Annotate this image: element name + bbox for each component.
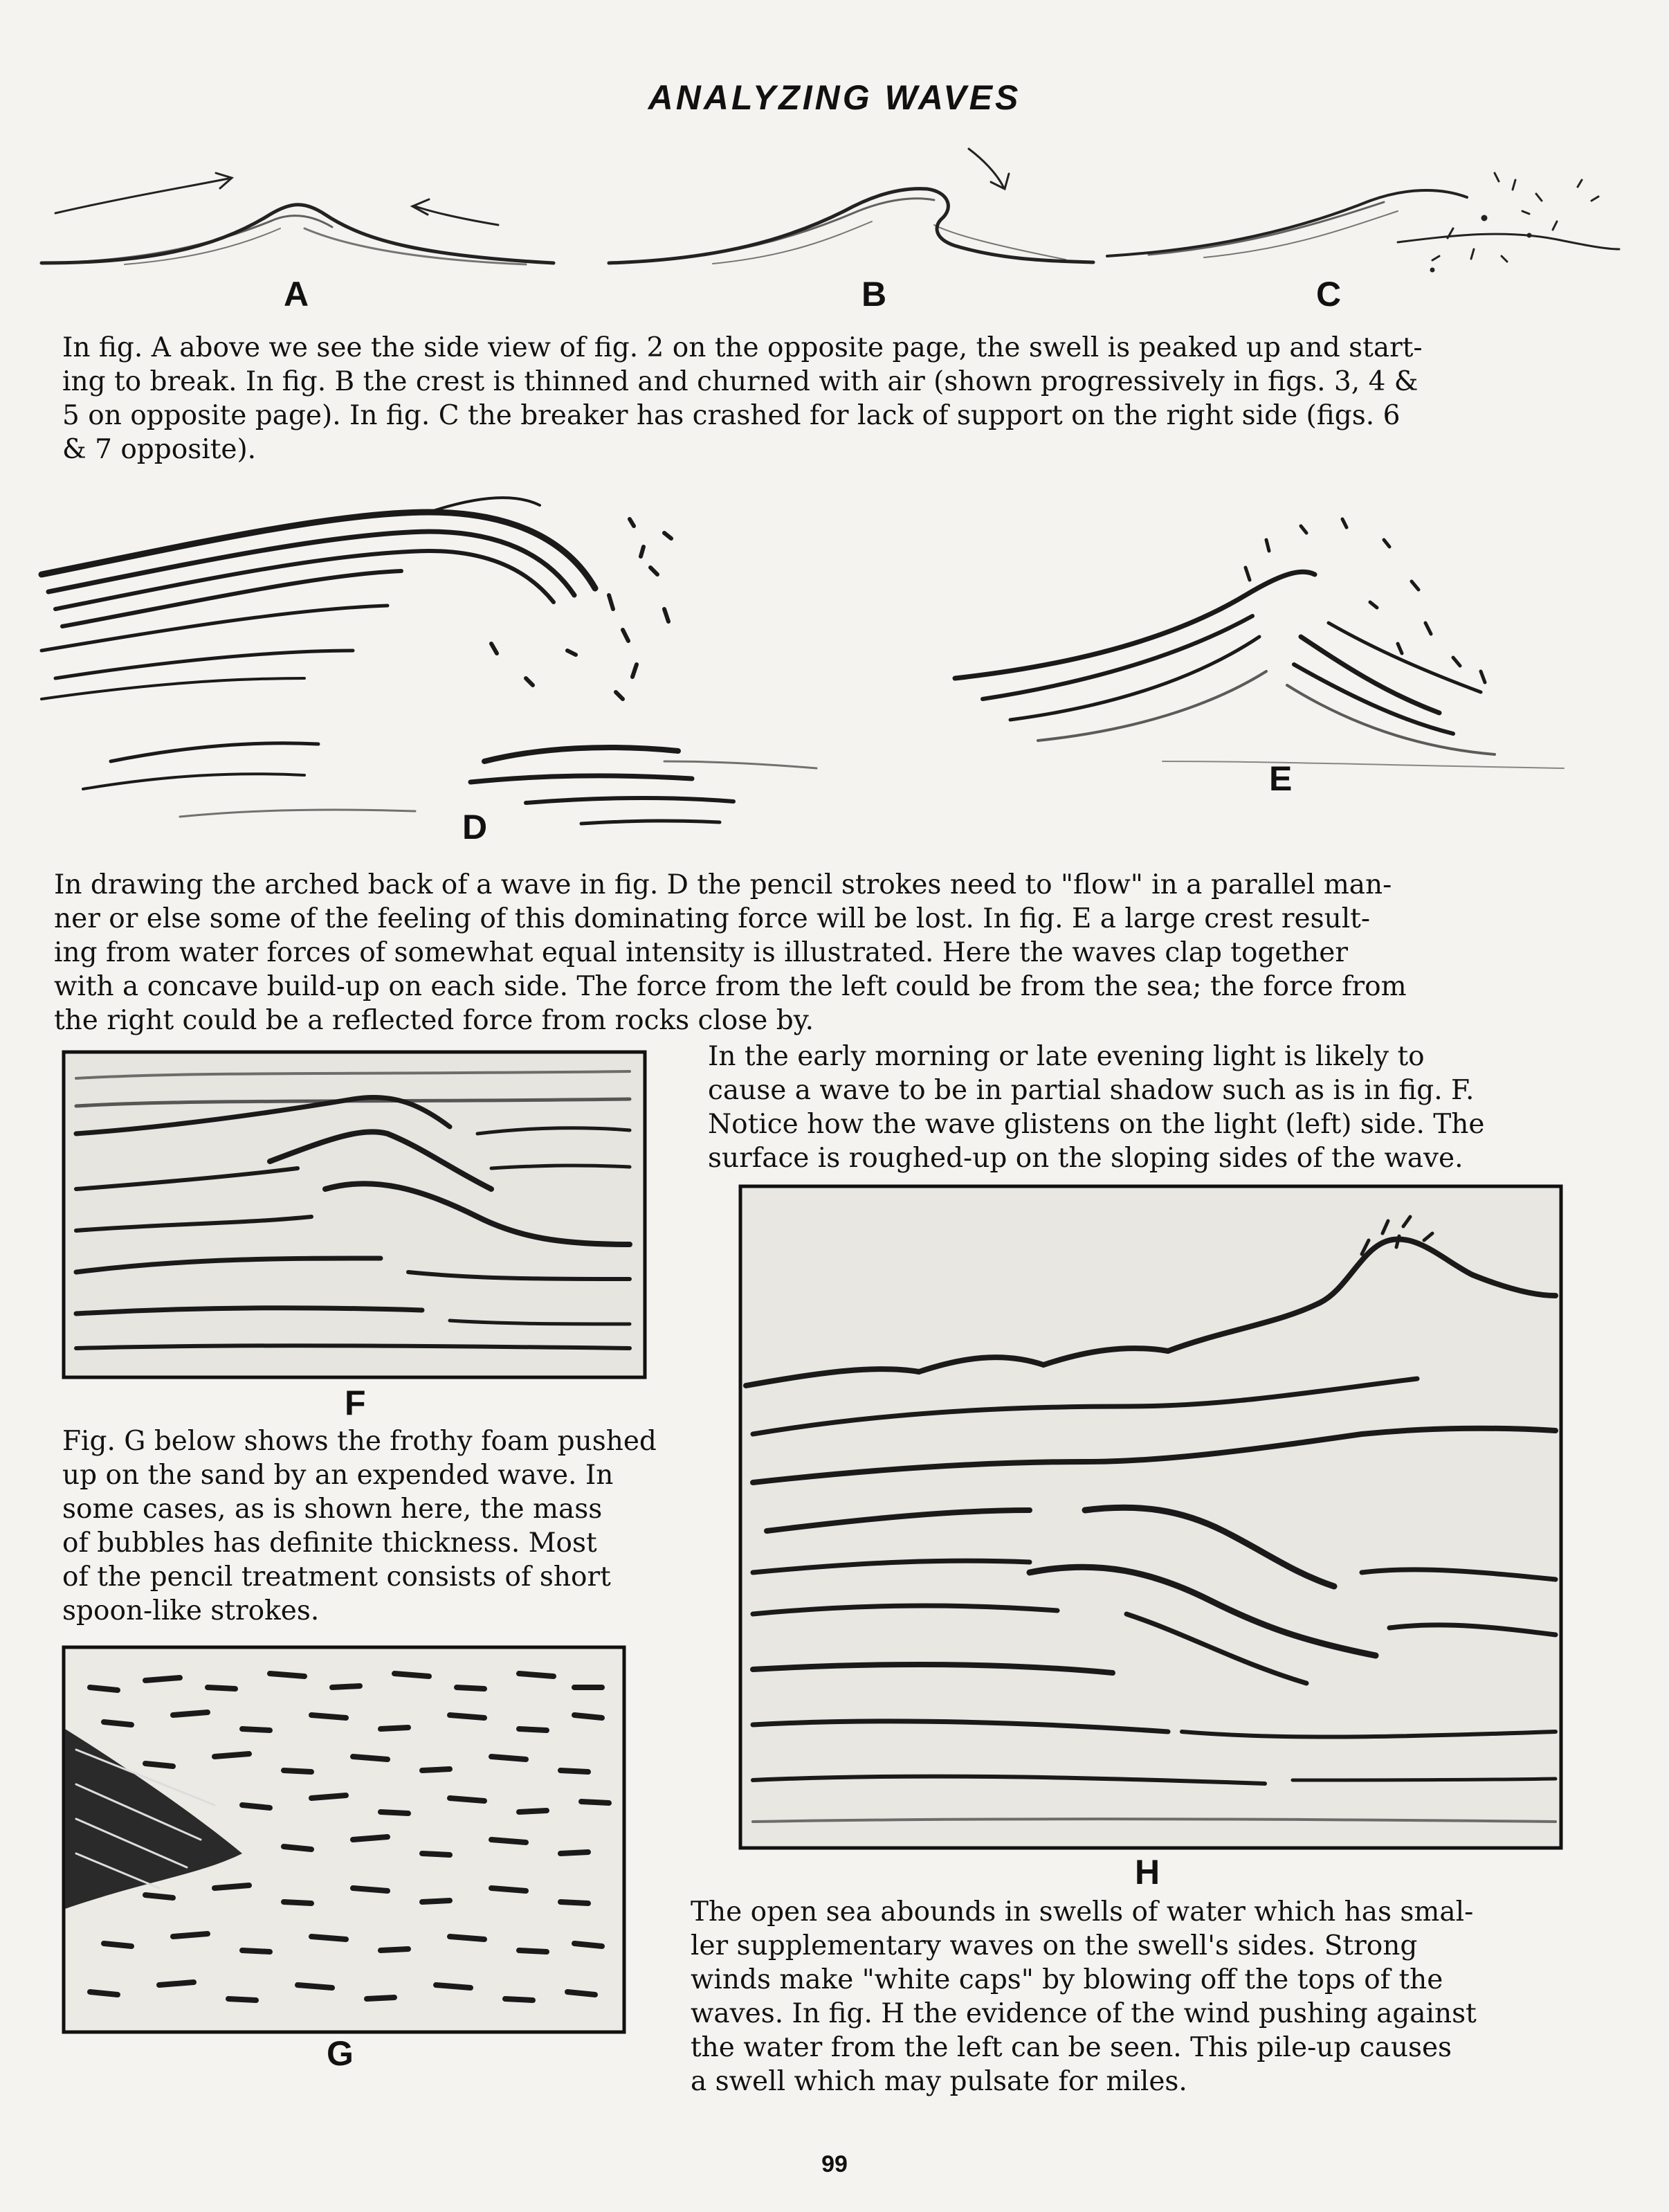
- paragraph-h: The open sea abounds in swells of water which has smal- ler supplementary waves on the swell's sides. Strong winds make "white caps" by blowing off the tops of the waves. In fig. H the evidence of the wind pushing against the water from the left can be seen. This pile-up causes a swell which may pulsate for miles.: [691, 1896, 1477, 2097]
- figure-g-label: G: [327, 2034, 354, 2073]
- figure-a-label: A: [284, 275, 309, 314]
- figure-h-drawing: [739, 1185, 1562, 1849]
- paragraph-abc: In fig. A above we see the side view of fig. 2 on the opposite page, the swell is peaked up and start- ing to break. In fig. B the crest is thinned and churned with air (shown progressively in figs. 3, 4 & 5 on opposite page). In fig. C the breaker has crashed for lack of support on the right side (figs. 6 & 7 opposite).: [62, 332, 1423, 465]
- figure-f-drawing: [62, 1051, 646, 1379]
- paragraph-f: In the early morning or late evening light is likely to cause a wave to be in partial shadow such as is in fig. F. Notice how the wave glistens on the light (left) side. The surface is roughed-up on the sloping sides of the wave.: [708, 1041, 1485, 1174]
- paragraph-g: Fig. G below shows the frothy foam pushed up on the sand by an expended wave. In some cases, as is shown here, the mass of bubbles has definite thickness. Most of the pencil treatment consists of short spoon-like strokes.: [62, 1426, 657, 1626]
- figure-e-label: E: [1269, 759, 1293, 798]
- figure-h-label: H: [1135, 1853, 1160, 1892]
- figure-c-drawing: [1107, 159, 1619, 277]
- figure-g-drawing: [62, 1646, 626, 2033]
- figure-a-drawing: [42, 159, 567, 277]
- figure-d-drawing: [42, 471, 823, 831]
- paragraph-de: In drawing the arched back of a wave in fig. D the pencil strokes need to "flow" in a parallel man- ner or else some of the feeling of this dominating force will be lost. In fig. E a large crest result- ing from water forces of somewhat equal intensity is illustrated. Here the waves clap together with a concave build-up on each side. The force from the left could be from the sea; the force from the right could be a reflected force from rocks close by.: [54, 869, 1407, 1036]
- page-title: ANALYZING WAVES: [648, 78, 1021, 117]
- figure-c-label: C: [1316, 275, 1342, 314]
- figure-d-label: D: [462, 808, 488, 846]
- figure-f-label: F: [345, 1384, 366, 1422]
- figure-b-label: B: [861, 275, 887, 314]
- figure-b-drawing: [609, 142, 1093, 277]
- figure-e-drawing: [955, 498, 1578, 789]
- page-number: 99: [821, 2151, 848, 2177]
